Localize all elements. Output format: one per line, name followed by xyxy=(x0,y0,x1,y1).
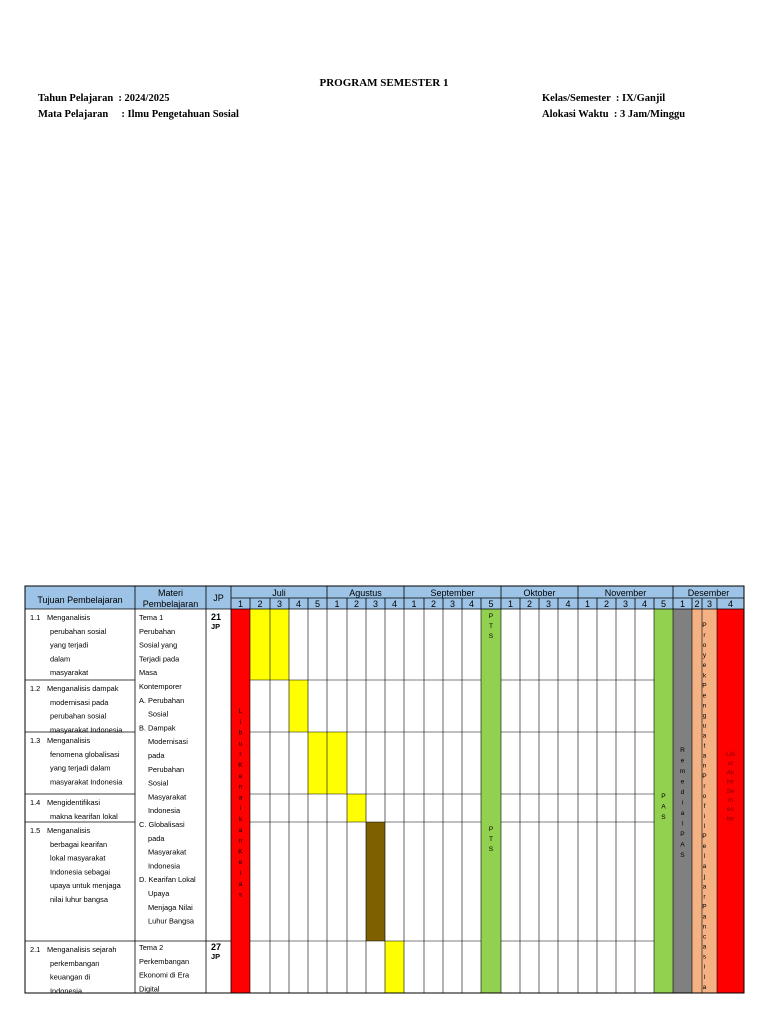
materi-text: Digital xyxy=(139,984,160,994)
p5-text: t xyxy=(703,742,706,750)
materi-text: Perubahan xyxy=(148,764,185,774)
remedial-text: S xyxy=(680,852,685,859)
col-materi-header: Pembelajaran xyxy=(142,599,199,609)
p5-text: e xyxy=(702,662,707,670)
week-label: 4 xyxy=(295,599,302,609)
tahun-value: : 2024/2025 xyxy=(118,93,170,104)
materi-text: Luhur Bangsa xyxy=(148,916,195,926)
libur-kenaikan-text: s xyxy=(238,891,243,899)
p5-text: a xyxy=(702,732,707,740)
pas-text: S xyxy=(661,814,666,821)
p5-text: r xyxy=(703,632,706,640)
p5-text: n xyxy=(702,762,707,770)
p5-text: P xyxy=(702,772,707,780)
libur-kenaikan-text: K xyxy=(238,848,243,856)
p5-text: i xyxy=(703,963,706,971)
materi-text: pada xyxy=(148,833,165,843)
week-label: 1 xyxy=(334,599,340,609)
libur-kenaikan-text: a xyxy=(238,794,243,802)
pts-text: T xyxy=(488,623,494,630)
month-label: Juli xyxy=(272,588,286,598)
pts-text: P xyxy=(488,826,494,833)
week-label: 3 xyxy=(372,599,379,609)
tujuan-number: 1.2 xyxy=(30,684,41,693)
p5-text: g xyxy=(702,712,707,720)
kelas-label: Kelas/Semester xyxy=(542,93,611,104)
tujuan-number: 1.5 xyxy=(30,826,41,835)
materi-text: Masyarakat xyxy=(148,847,187,857)
materi-text: Kontemporer xyxy=(139,682,182,691)
tujuan-text: masyarakat xyxy=(50,668,89,678)
libur-kenaikan-text: n xyxy=(238,783,243,791)
week-label: 2 xyxy=(694,599,700,609)
p5-text: u xyxy=(702,722,707,730)
week-label: 4 xyxy=(727,599,734,609)
p5-text: s xyxy=(702,953,707,961)
remedial-text: m xyxy=(679,768,686,775)
tujuan-text: dalam xyxy=(50,654,71,664)
tujuan-number: 1.1 xyxy=(30,613,41,622)
remedial-text: i xyxy=(681,799,684,807)
p5-text: e xyxy=(702,692,707,700)
month-label: September xyxy=(430,588,475,598)
col-materi-header: Materi xyxy=(157,588,184,598)
libur-semester-text: Lib xyxy=(726,751,735,758)
libur-kenaikan-text: k xyxy=(238,816,243,823)
week-label: 3 xyxy=(545,599,552,609)
p5-text: a xyxy=(702,913,707,921)
p5-text: k xyxy=(702,672,707,680)
p5-text: r xyxy=(703,893,706,901)
materi-text: Indonesia xyxy=(148,806,181,816)
tujuan-number: 1.3 xyxy=(30,736,41,745)
tujuan-text: Indonesia sebagai xyxy=(50,867,110,877)
p5-text: P xyxy=(702,903,707,911)
month-label: Oktober xyxy=(523,588,556,598)
tujuan-text: Menganalisis xyxy=(47,826,91,835)
alokasi-value: : 3 Jam/Minggu xyxy=(613,109,686,120)
tujuan-text: Menganalisis sejarah xyxy=(47,945,117,954)
materi-text: Perubahan xyxy=(139,626,176,636)
libur-kenaikan-text: i xyxy=(239,718,242,726)
materi-text: Terjadi pada xyxy=(139,654,180,664)
week-label: 4 xyxy=(391,599,398,609)
p5-text: a xyxy=(702,983,707,991)
tujuan-text: yang terjadi xyxy=(50,640,89,650)
week-label: 5 xyxy=(488,599,494,609)
tujuan-text: modernisasi pada xyxy=(50,697,109,707)
tujuan-text: perkembangan xyxy=(50,958,100,968)
week-label: 2 xyxy=(603,599,610,609)
p5-text: P xyxy=(702,682,707,690)
p5-text: P xyxy=(702,833,707,841)
week-label: 5 xyxy=(314,599,321,609)
libur-semester-text: ur xyxy=(727,760,734,768)
libur-semester-text: ter xyxy=(726,815,735,823)
p5-text: o xyxy=(702,642,707,650)
tujuan-text: perubahan sosial xyxy=(50,626,107,636)
schedule-bar xyxy=(289,680,308,732)
materi-text: Upaya xyxy=(148,889,170,898)
libur-kenaikan-text: l xyxy=(239,870,242,877)
week-label: 3 xyxy=(706,599,713,609)
schedule-bar xyxy=(366,822,385,941)
libur-kenaikan-text: a xyxy=(238,826,243,834)
week-label: 2 xyxy=(430,599,437,609)
materi-text: Tema 1 xyxy=(139,613,164,622)
week-label: 1 xyxy=(584,599,591,609)
week-label: 4 xyxy=(641,599,648,609)
schedule-bar xyxy=(270,609,289,680)
week-label: 4 xyxy=(565,599,571,609)
week-label: 3 xyxy=(276,599,283,609)
tujuan-text: Menganalisis xyxy=(47,613,91,622)
libur-kenaikan-text: u xyxy=(238,740,243,748)
libur-kenaikan-text: a xyxy=(238,880,243,888)
p5-text: e xyxy=(702,843,707,851)
libur-kenaikan-text: e xyxy=(238,859,243,867)
p5-text: l xyxy=(703,973,706,981)
materi-text: Perkembangan xyxy=(139,956,190,966)
tujuan-number: 1.4 xyxy=(30,798,41,807)
materi-text: pada xyxy=(148,751,165,760)
jp-value: 21 xyxy=(211,612,222,622)
pas-text: P xyxy=(661,793,666,800)
libur-semester-text: Ak xyxy=(726,769,735,777)
libur-kenaikan-text: b xyxy=(238,729,243,737)
week-label: 1 xyxy=(411,599,417,609)
p5-text: P xyxy=(702,622,707,629)
p5-text: a xyxy=(702,883,707,891)
libur-kenaikan-text: K xyxy=(238,762,243,769)
tujuan-text: Menganalisis xyxy=(47,736,91,745)
week-label: 4 xyxy=(468,599,475,609)
p5-text: i xyxy=(703,812,706,820)
tujuan-text: Menganalisis dampak xyxy=(47,684,119,693)
alokasi-label: Alokasi Waktu xyxy=(542,109,609,120)
libur-kenaikan-text: e xyxy=(238,772,243,780)
libur-semester-text: Se xyxy=(726,787,735,795)
month-label: Agustus xyxy=(349,588,382,598)
week-label: 1 xyxy=(507,599,514,609)
pts-bar xyxy=(481,609,501,993)
month-label: November xyxy=(604,588,647,598)
p5-text: a xyxy=(702,752,707,760)
schedule-bar xyxy=(347,794,366,822)
jp-unit: JP xyxy=(211,622,221,631)
libur-kenaikan-text: r xyxy=(239,751,242,759)
tujuan-text: Indonesia xyxy=(50,986,83,996)
week-label: 5 xyxy=(660,599,667,609)
week-label: 2 xyxy=(257,599,263,609)
schedule-bar xyxy=(250,609,270,680)
week-label: 3 xyxy=(622,599,629,609)
materi-text: C. Globalisasi xyxy=(139,820,185,829)
materi-text: Indonesia xyxy=(148,861,181,871)
remedial-text: e xyxy=(680,778,685,786)
libur-kenaikan-text: i xyxy=(239,805,242,813)
p5-text: n xyxy=(702,923,707,931)
tujuan-text: perubahan sosial xyxy=(50,711,107,721)
tahun-label: Tahun Pelajaran xyxy=(38,93,114,104)
pas-bar xyxy=(654,609,673,993)
remedial-text: A xyxy=(680,841,685,849)
p5-bar xyxy=(692,609,702,993)
remedial-text: l xyxy=(681,820,684,828)
libur-semester-text: hir xyxy=(726,778,735,786)
materi-text: Modernisasi xyxy=(148,737,188,747)
schedule-bar xyxy=(308,732,327,794)
week-label: 1 xyxy=(237,599,244,609)
materi-text: Masa xyxy=(139,668,158,678)
tujuan-text: makna kearifan lokal xyxy=(50,811,118,821)
p5-text: a xyxy=(702,863,707,871)
col-tujuan-header: Tujuan Pembelajaran xyxy=(37,595,123,605)
tujuan-text: nilai luhur bangsa xyxy=(50,895,108,904)
kelas-value: : IX/Ganjil xyxy=(615,93,666,104)
tujuan-text: masyarakat Indonesia xyxy=(50,725,123,735)
p5-text: c xyxy=(702,933,707,941)
remedial-text: e xyxy=(680,757,685,765)
materi-text: B. Dampak xyxy=(139,723,176,733)
remedial-text: P xyxy=(680,831,685,838)
materi-text: D. Kearifan Lokal xyxy=(139,875,196,885)
remedial-text: d xyxy=(680,789,685,796)
mapel-value: : Ilmu Pengetahuan Sosial xyxy=(121,109,239,120)
week-label: 2 xyxy=(526,599,533,609)
libur-semester-text: es xyxy=(727,806,734,814)
pts-text: S xyxy=(488,633,494,640)
materi-text: Sosial yang xyxy=(139,640,178,650)
p5-text: l xyxy=(703,853,706,861)
materi-text: Sosial xyxy=(148,709,169,719)
tujuan-number: 2.1 xyxy=(30,945,41,954)
jp-unit: JP xyxy=(211,952,221,961)
document-title: PROGRAM SEMESTER 1 xyxy=(319,77,449,89)
tujuan-text: Mengidentifikasi xyxy=(47,798,100,807)
col-jp-header: JP xyxy=(213,593,224,603)
schedule-bar xyxy=(385,941,404,993)
p5-text: y xyxy=(702,652,707,660)
tujuan-text: fenomena globalisasi xyxy=(50,749,120,759)
materi-text: Tema 2 xyxy=(139,943,164,952)
tujuan-text: masyarakat Indonesia xyxy=(50,777,123,787)
month-label: Desember xyxy=(687,588,730,598)
tujuan-text: upaya untuk menjaga xyxy=(50,881,121,891)
p5-text: o xyxy=(702,792,707,800)
libur-semester-text: m xyxy=(727,797,734,804)
p5-text: j xyxy=(703,873,706,881)
p5-text: n xyxy=(702,702,707,710)
materi-text: Sosial xyxy=(148,778,169,788)
remedial-text: R xyxy=(680,747,685,754)
p5-text: l xyxy=(703,823,706,830)
mapel-label: Mata Pelajaran xyxy=(38,109,109,120)
pts-text: P xyxy=(488,613,494,620)
tujuan-text: lokal masyarakat xyxy=(50,853,106,863)
materi-text: A. Perubahan xyxy=(139,695,185,705)
pts-text: T xyxy=(488,836,494,843)
tujuan-text: keuangan di xyxy=(50,972,91,982)
p5-text: f xyxy=(703,802,706,810)
tujuan-text: berbagai kearifan xyxy=(50,839,108,849)
schedule-bar xyxy=(327,732,347,794)
materi-text: Menjaga Nilai xyxy=(148,902,193,912)
p5-text: a xyxy=(702,943,707,951)
jp-value: 27 xyxy=(211,942,222,952)
week-label: 1 xyxy=(679,599,686,609)
tujuan-text: yang terjadi dalam xyxy=(50,763,111,773)
pas-text: A xyxy=(661,803,666,811)
libur-kenaikan-text: n xyxy=(238,837,243,845)
materi-text: Masyarakat xyxy=(148,792,187,802)
week-label: 2 xyxy=(353,599,360,609)
week-label: 3 xyxy=(449,599,456,609)
materi-text: Ekonomi di Era xyxy=(139,970,190,980)
remedial-text: a xyxy=(680,810,685,817)
pts-text: S xyxy=(488,846,494,853)
libur-kenaikan-text: L xyxy=(238,708,243,715)
p5-text: r xyxy=(703,782,706,790)
